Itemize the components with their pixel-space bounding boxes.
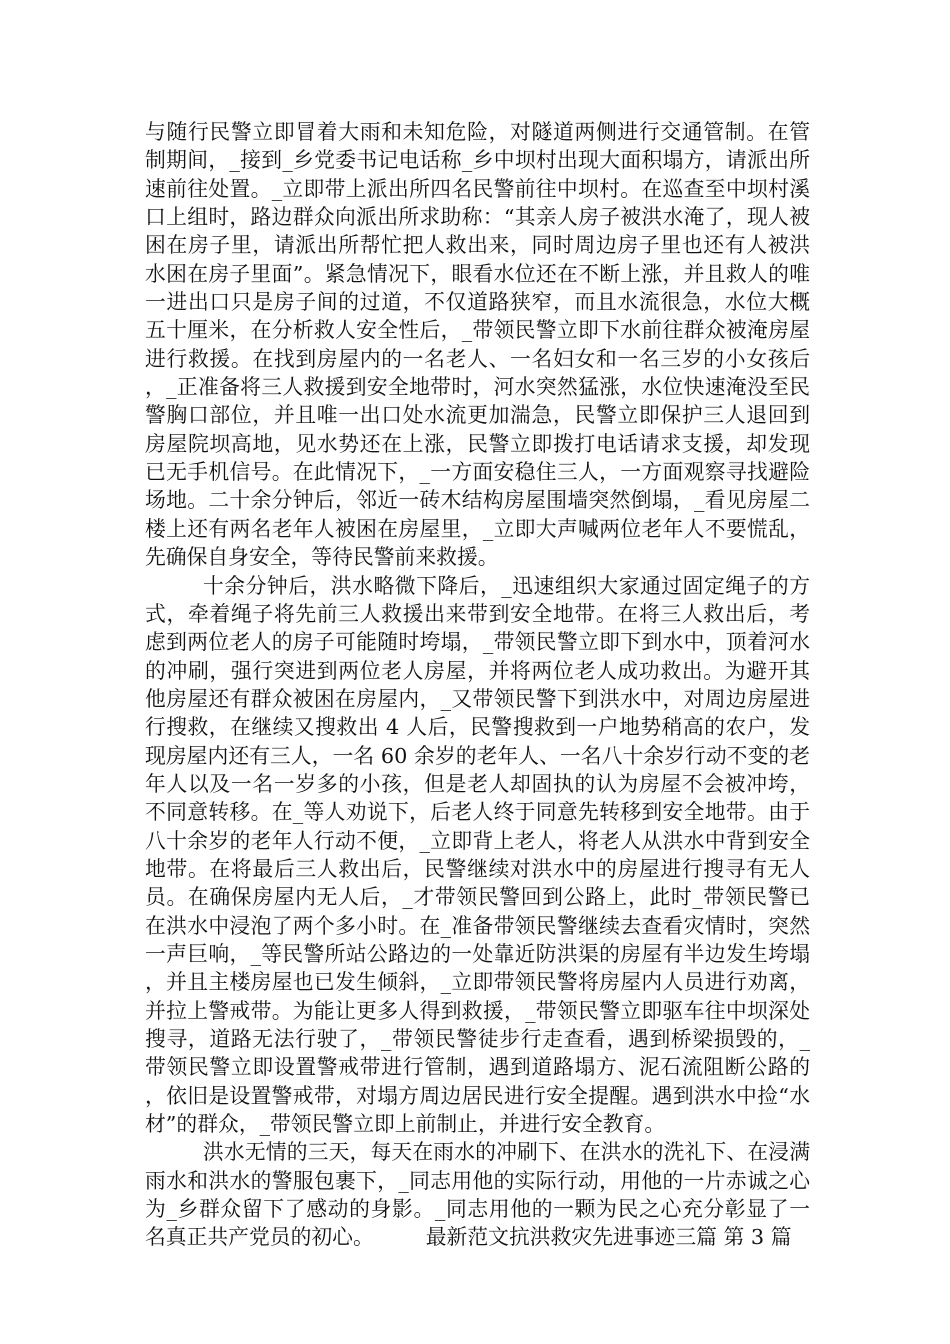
paragraph-3: 洪水无情的三天，每天在雨水的冲刷下、在洪水的洗礼下、在浸满雨水和洪水的警服包裹下，_同志用他的实际行动，用他的一片赤诚之心为_乡群众留下了感动的身影。_同志用他的一颗为民之心充分彰显了一名真正共产党员的初心。 最新范文抗洪救灾先进事迹三篇 第 3 篇: [145, 1140, 810, 1250]
document-body: [145, 118, 810, 1252]
paragraph-2: 十余分钟后，洪水略微下降后，_迅速组织大家通过固定绳子的方式，牵着绳子将先前三人救援出来带到安全地带。在将三人救出后，考虑到两位老人的房子可能随时垮塌，_带领民警立即下到水中，顶着河水的冲刷，强行突进到两位老人房屋，并将两位老人成功救出。为避开其他房屋还有群众被困在房屋内，_又带领民警下到洪水中，对周边房屋进行搜救，在继续又搜救出 4 人后，民警搜救到一户地势稍高的农户，发现房屋内还有三人，一名 60 余岁的老年人、一名八十余岁行动不变的老年人以及一名一岁多的小孩，但是老人却固执的认为房屋不会被冲垮，不同意转移。在_等人劝说下，后老人终于同意先转移到安全地带。由于八十余岁的老年人行动不便，_立即背上老人，将老人从洪水中背到安全地带。在将最后三人救出后，民警继续对洪水中的房屋进行搜寻有无人员。在确保房屋内无人后，_才带领民警回到公路上，此时_带领民警已在洪水中浸泡了两个多小时。在_准备带领民警继续去查看灾情时，突然一声巨响，_等民警所站公路边的一处靠近防洪渠的房屋有半边发生垮塌，并且主楼房屋也已发生倾斜，_立即带领民警将房屋内人员进行劝离，并拉上警戒带。为能让更多人得到救援，_带领民警立即驱车往中坝深处搜寻，道路无法行驶了，_带领民警徒步行走查看，遇到桥梁损毁的，_带领民警立即设置警戒带进行管制，遇到道路塌方、泥石流阻断公路的，依旧是设置警戒带，对塌方周边居民进行安全提醒。遇到洪水中捡“水材”的群众，_带领民警立即上前制止，并进行安全教育。: [145, 573, 810, 1137]
paragraph-1: 与随行民警立即冒着大雨和未知危险，对隧道两侧进行交通管制。在管制期间，_接到_乡党委书记电话称_乡中坝村出现大面积塌方，请派出所速前往处置。_立即带上派出所四名民警前往中坝村。在巡查至中坝村溪口上组时，路边群众向派出所求助称：“其亲人房子被洪水淹了，现人被困在房子里，请派出所帮忙把人救出来，同时周边房子里也还有人被洪水困在房子里面”。紧急情况下，眼看水位还在不断上涨，并且救人的唯一进出口只是房子间的过道，不仅道路狭窄，而且水流很急，水位大概五十厘米，在分析救人安全性后，_带领民警立即下水前往群众被淹房屋进行救援。在找到房屋内的一名老人、一名妇女和一名三岁的小女孩后，_正准备将三人救援到安全地带时，河水突然猛涨，水位快速淹没至民警胸口部位，并且唯一出口处水流更加湍急，民警立即保护三人退回到房屋院坝高地，见水势还在上涨，民警立即拨打电话请求支援，却发现已无手机信号。在此情况下，_一方面安稳住三人，一方面观察寻找避险场地。二十余分钟后，邻近一砖木结构房屋围墙突然倒塌，_看见房屋二楼上还有两名老年人被困在房屋里，_立即大声喊两位老年人不要慌乱，先确保自身安全，等待民警前来救援。: [145, 120, 810, 570]
